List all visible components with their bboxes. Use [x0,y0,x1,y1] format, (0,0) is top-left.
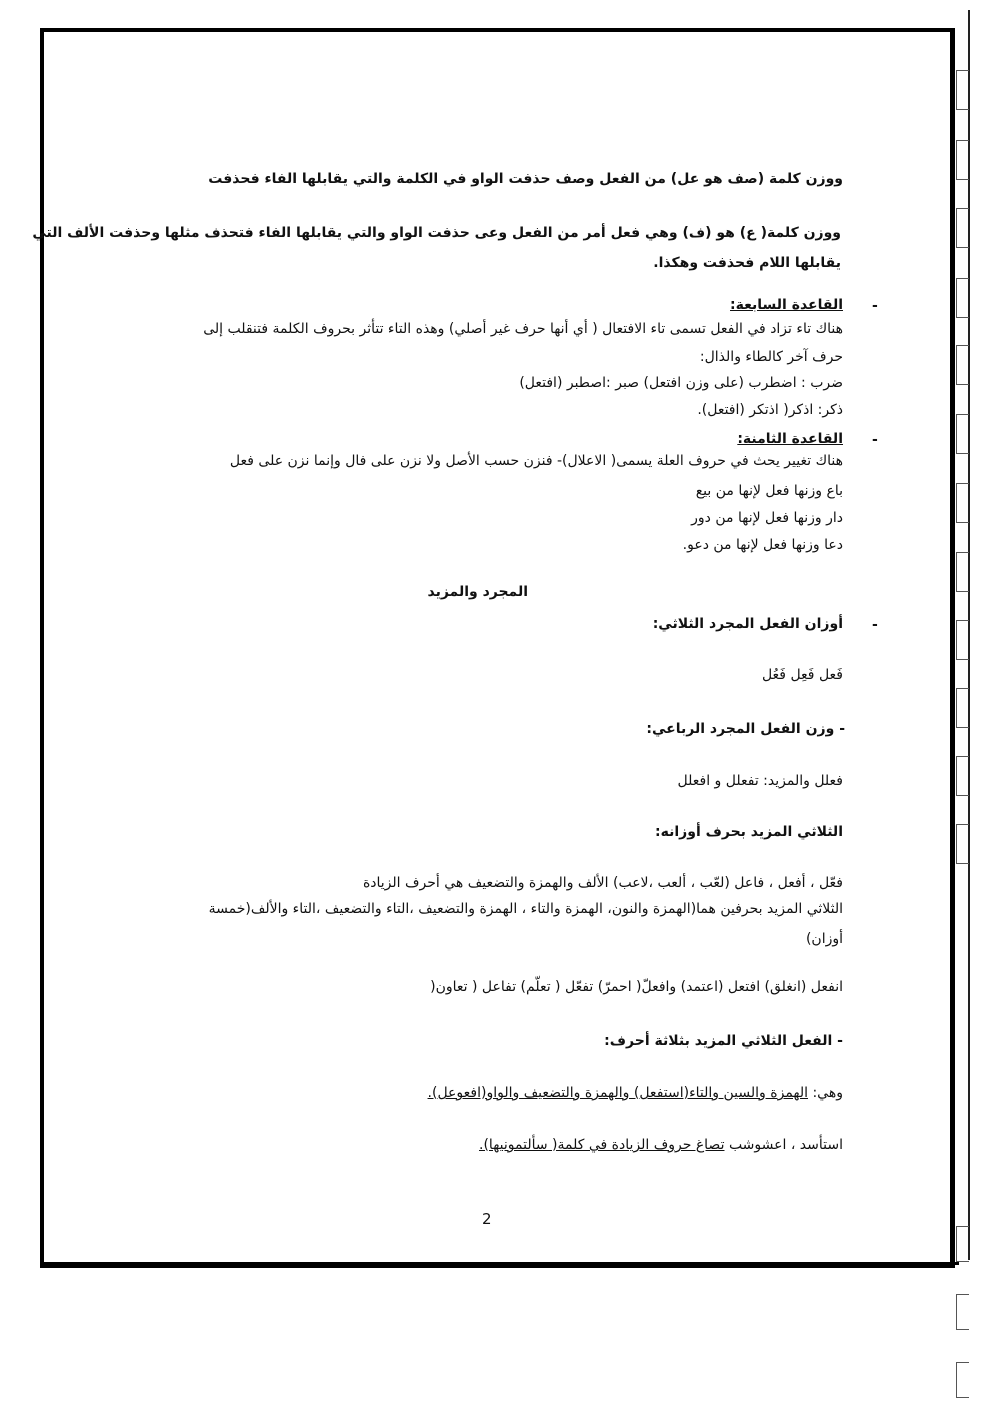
paragraph-text: فَعل فَعِل فَعُل [761,667,843,683]
binding-mark [956,1362,969,1398]
section-heading: القاعدة الثامنة: [737,431,843,447]
bullet-dash: - [872,298,878,314]
binding-mark [956,552,969,592]
paragraph-text: حرف آخر كالطاء والذال: [699,349,843,365]
binding-mark [956,688,969,728]
section-heading: - الفعل الثلاثي المزيد بثلاثة أحرف: [604,1033,843,1049]
binding-mark [956,1294,969,1330]
binding-mark [956,414,969,454]
underlined-text: تصاغ حروف الزيادة في كلمة( سألتمونيها). [479,1137,725,1153]
line-prefix: استأسد ، اعشوشب [728,1137,843,1153]
underlined-text: الهمزة والسين والتاء(استفعل) والهمزة والتضعيف والواو(افعوعل). [427,1085,809,1101]
binding-mark [956,824,969,864]
paragraph-text: هناك تاء تزاد في الفعل تسمى تاء الافتعال ( أي أنها حرف غير أصلي) وهذه التاء تتأثر بحروف الكلمة فتنقلب إلى [203,321,843,337]
binding-mark [956,756,969,796]
paragraph-text: أوزان) [805,931,843,947]
paragraph-text: ووزن كلمة (صف هو عل) من الفعل وصف حذفت الواو في الكلمة والتي يقابلها الفاء فحذفت [208,171,843,187]
binding-mark [956,620,969,660]
paragraph-text: فعلل والمزيد: تفعلل و افعلل [677,773,843,789]
paragraph-text: دعا وزنها فعل لإنها من دعو. [682,537,843,553]
paragraph-text: دار وزنها فعل لإنها من دور [691,510,843,526]
paragraph-text: هناك تغيير يحث في حروف العلة يسمى( الاعلال)- فنزن حسب الأصل ولا نزن على فال وإنما نزن على فعل [229,453,843,469]
binding-mark [956,345,969,385]
page-border [40,28,955,1268]
section-heading: القاعدة السابعة: [730,297,843,313]
paragraph-text: فعّل ، أفعل ، فاعل (لعّب ، ألعب ،لاعب) الألف والهمزة والتضعيف هي أحرف الزيادة [362,875,843,891]
bullet-dash: - [872,617,878,633]
paragraph-text: الثلاثي المزيد بحرفين هما(الهمزة والنون، الهمزة والتاء ، الهمزة والتضعيف ،التاء والتضعيف ،التاء والألف(خمسة [208,901,843,917]
binding-mark [956,208,969,248]
paragraph-text: ووزن كلمة( ع) هو (ف) وهي فعل أمر من الفعل وعى حذفت الواو والتي يقابلها الفاء فتحذف مثلها وحذفت الألف التي [32,225,841,241]
paragraph-text: انفعل (انغلق) افتعل (اعتمد) وافعلّ( احمرّ) تفعّل ( تعلّم) تفاعل ( تعاون( [430,979,843,995]
binding-mark [956,70,969,110]
page-section-title: المجرد والمزيد [427,584,528,600]
section-heading: - وزن الفعل المجرد الرباعي: [646,721,845,737]
page-border-shadow [44,1262,959,1265]
page-number: 2 [482,1210,492,1228]
binding-mark [956,1226,969,1262]
line-prefix: وهي: [812,1085,843,1101]
paragraph-line [479,1138,843,1152]
paragraph-text: ذكر: اذكر( اذتكر (افتعل). [697,402,843,418]
binding-mark [956,483,969,523]
section-heading: أوزان الفعل المجرد الثلاثي: [652,616,843,632]
paragraph-line [428,1086,843,1100]
section-heading: الثلاثي المزيد بحرف أوزانه: [655,824,843,840]
binding-mark [956,278,969,318]
paragraph-text: يقابلها اللام فحذفت وهكذا. [653,255,841,271]
binding-mark [956,140,969,180]
paragraph-text: ضرب : اضطرب (على وزن افتعل) صبر :اصطبر (افتعل) [519,375,843,391]
paragraph-text: باع وزنها فعل لإنها من بيع [695,483,843,499]
bullet-dash: - [872,432,878,448]
